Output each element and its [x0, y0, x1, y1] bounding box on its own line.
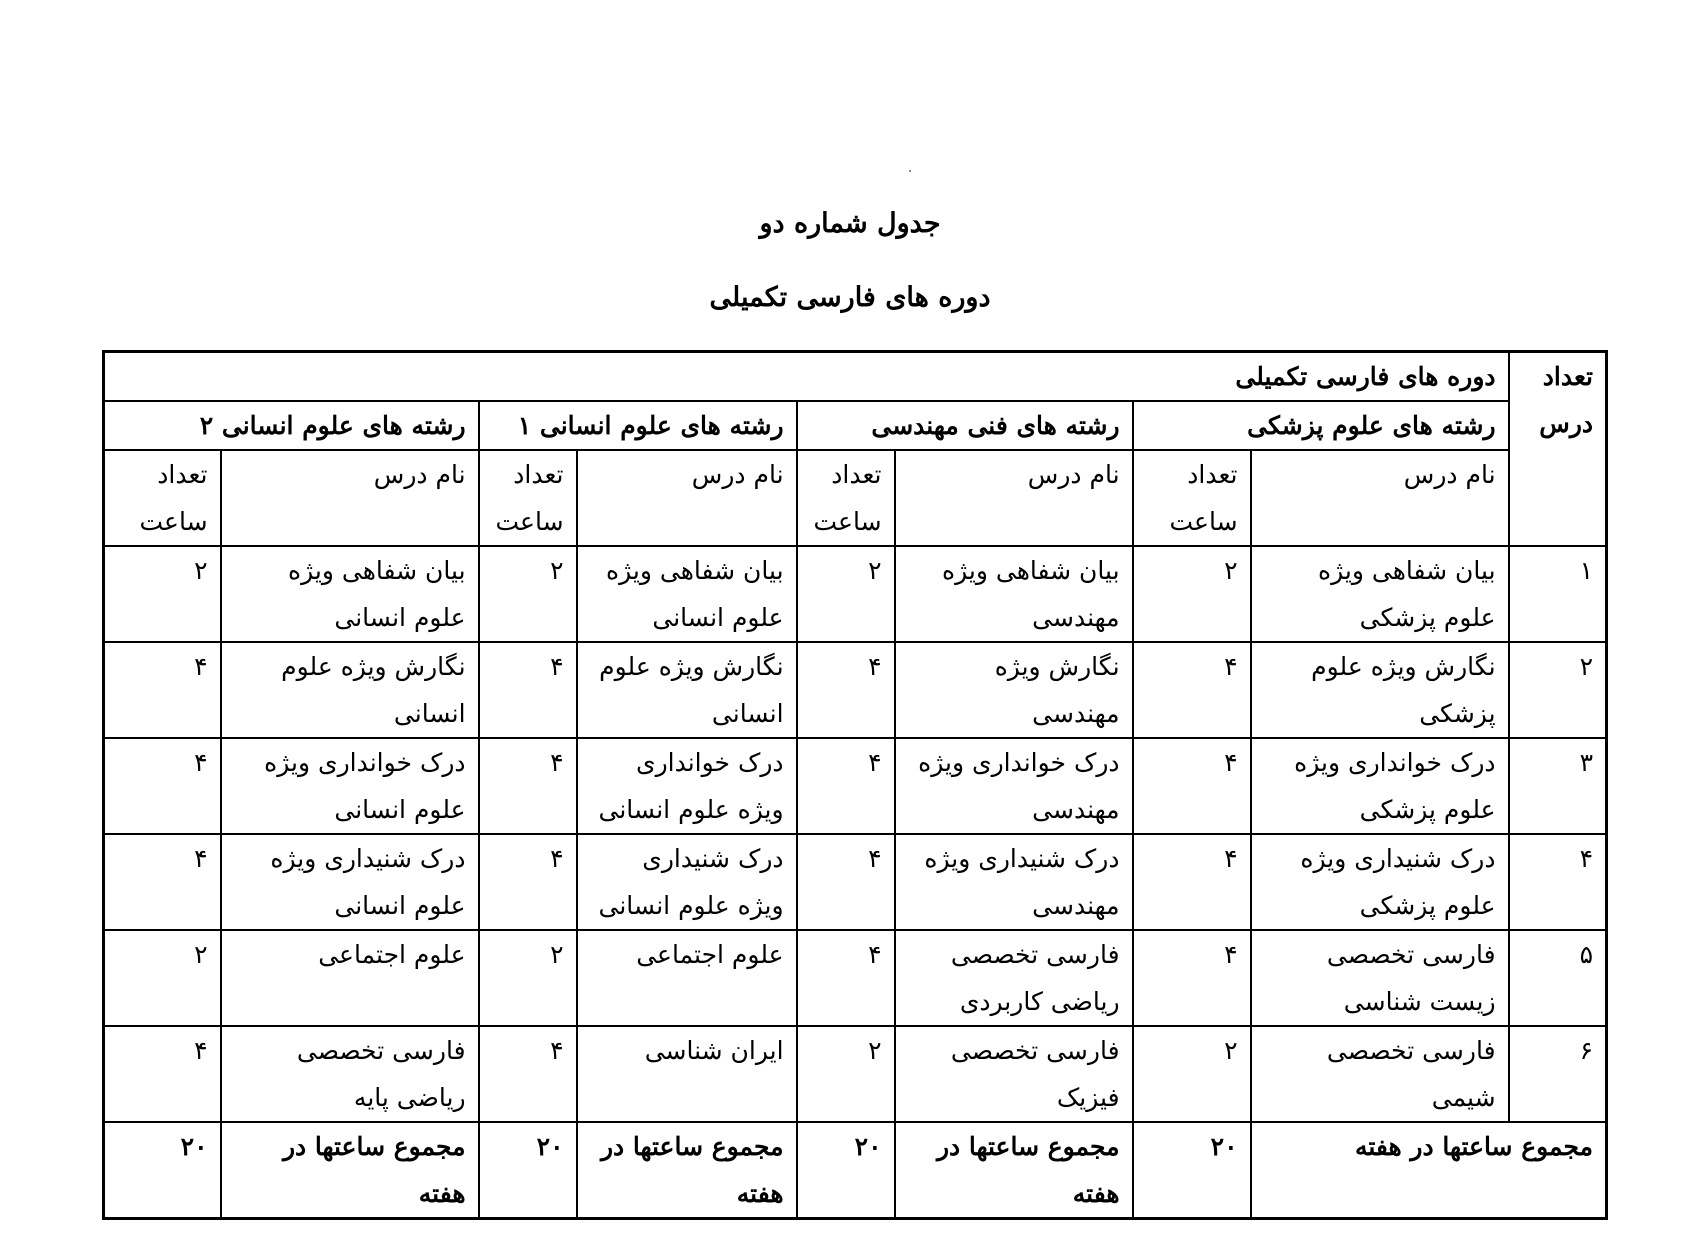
hours-cell: ۴: [479, 834, 577, 930]
hours-cell: ۲: [104, 930, 221, 1026]
totals-row: [104, 1122, 1607, 1219]
course-name-cell: علوم اجتماعی: [221, 930, 479, 1026]
course-name-cell: بیان شفاهی ویژه علوم انسانی: [221, 546, 479, 642]
group-header-humanities-1: رشته های علوم انسانی ۱: [479, 401, 797, 450]
col-header-hours: تعداد ساعت: [104, 450, 221, 546]
col-header-course: نام درس: [1251, 450, 1509, 546]
row-number: ۵: [1509, 930, 1607, 1026]
group-header-medical: رشته های علوم پزشکی: [1133, 401, 1509, 450]
hours-cell: ۴: [1133, 930, 1251, 1026]
table-row: [104, 1026, 1607, 1122]
col-header-hours: تعداد ساعت: [479, 450, 577, 546]
page-title: جدول شماره دو: [759, 208, 941, 239]
course-name-cell: درک خوانداری ویژه علوم انسانی: [577, 738, 797, 834]
header-row-columns: [104, 450, 1607, 546]
hours-cell: ۲: [797, 546, 895, 642]
stray-dot: [909, 170, 911, 172]
group-header-humanities-2: رشته های علوم انسانی ۲: [104, 401, 479, 450]
total-hours-cell: ۲۰: [797, 1122, 895, 1219]
course-name-cell: درک خوانداری ویژه علوم پزشکی: [1251, 738, 1509, 834]
col-header-hours: تعداد ساعت: [797, 450, 895, 546]
courses-table: [102, 350, 1608, 1220]
top-header: دوره های فارسی تکمیلی: [104, 352, 1509, 402]
hours-cell: ۴: [1133, 738, 1251, 834]
hours-cell: ۴: [797, 930, 895, 1026]
course-name-cell: فارسی تخصصی ریاضی پایه: [221, 1026, 479, 1122]
course-name-cell: ایران شناسی: [577, 1026, 797, 1122]
course-name-cell: فارسی تخصصی ریاضی کاربردی: [895, 930, 1133, 1026]
hours-cell: ۲: [1133, 1026, 1251, 1122]
course-name-cell: بیان شفاهی ویژه مهندسی: [895, 546, 1133, 642]
total-hours-cell: ۲۰: [479, 1122, 577, 1219]
header-row-groups: [104, 401, 1607, 450]
table-row: [104, 930, 1607, 1026]
hours-cell: ۴: [797, 834, 895, 930]
table-row: [104, 834, 1607, 930]
course-name-cell: درک خوانداری ویژه مهندسی: [895, 738, 1133, 834]
row-number: ۱: [1509, 546, 1607, 642]
total-label-cell: مجموع ساعتها در هفته: [1251, 1122, 1607, 1219]
row-number: ۴: [1509, 834, 1607, 930]
course-name-cell: درک شنیداری ویژه مهندسی: [895, 834, 1133, 930]
group-header-engineering: رشته های فنی مهندسی: [797, 401, 1133, 450]
hours-cell: ۲: [104, 546, 221, 642]
total-hours-cell: ۲۰: [1133, 1122, 1251, 1219]
col-header-course: نام درس: [895, 450, 1133, 546]
course-name-cell: نگارش ویژه مهندسی: [895, 642, 1133, 738]
hours-cell: ۴: [1133, 642, 1251, 738]
count-header: تعداد درس: [1509, 352, 1607, 547]
hours-cell: ۴: [797, 738, 895, 834]
hours-cell: ۴: [479, 642, 577, 738]
total-label-cell: مجموع ساعتها در هفته: [577, 1122, 797, 1219]
hours-cell: ۴: [797, 642, 895, 738]
course-name-cell: علوم اجتماعی: [577, 930, 797, 1026]
col-header-hours: تعداد ساعت: [1133, 450, 1251, 546]
hours-cell: ۴: [104, 642, 221, 738]
course-name-cell: بیان شفاهی ویژه علوم انسانی: [577, 546, 797, 642]
course-name-cell: فارسی تخصصی شیمی: [1251, 1026, 1509, 1122]
hours-cell: ۴: [104, 834, 221, 930]
hours-cell: ۴: [104, 1026, 221, 1122]
total-hours-cell: ۲۰: [104, 1122, 221, 1219]
hours-cell: ۴: [479, 738, 577, 834]
course-name-cell: نگارش ویژه علوم پزشکی: [1251, 642, 1509, 738]
hours-cell: ۲: [479, 546, 577, 642]
total-label-cell: مجموع ساعتها در هفته: [221, 1122, 479, 1219]
row-number: ۲: [1509, 642, 1607, 738]
course-name-cell: فارسی تخصصی فیزیک: [895, 1026, 1133, 1122]
hours-cell: ۴: [1133, 834, 1251, 930]
table-row: [104, 642, 1607, 738]
table-row: [104, 738, 1607, 834]
table-row: [104, 546, 1607, 642]
course-name-cell: درک شنیداری ویژه علوم انسانی: [577, 834, 797, 930]
col-header-course: نام درس: [221, 450, 479, 546]
hours-cell: ۲: [479, 930, 577, 1026]
row-number: ۳: [1509, 738, 1607, 834]
course-name-cell: درک شنیداری ویژه علوم انسانی: [221, 834, 479, 930]
course-name-cell: نگارش ویژه علوم انسانی: [221, 642, 479, 738]
page-subtitle: دوره های فارسی تکمیلی: [709, 282, 991, 313]
hours-cell: ۲: [1133, 546, 1251, 642]
course-name-cell: درک شنیداری ویژه علوم پزشکی: [1251, 834, 1509, 930]
course-name-cell: نگارش ویژه علوم انسانی: [577, 642, 797, 738]
row-number: ۶: [1509, 1026, 1607, 1122]
col-header-course: نام درس: [577, 450, 797, 546]
course-name-cell: بیان شفاهی ویژه علوم پزشکی: [1251, 546, 1509, 642]
header-row-top: [104, 352, 1607, 402]
hours-cell: ۴: [104, 738, 221, 834]
course-name-cell: فارسی تخصصی زیست شناسی: [1251, 930, 1509, 1026]
hours-cell: ۴: [479, 1026, 577, 1122]
course-name-cell: درک خوانداری ویژه علوم انسانی: [221, 738, 479, 834]
hours-cell: ۲: [797, 1026, 895, 1122]
total-label-cell: مجموع ساعتها در هفته: [895, 1122, 1133, 1219]
